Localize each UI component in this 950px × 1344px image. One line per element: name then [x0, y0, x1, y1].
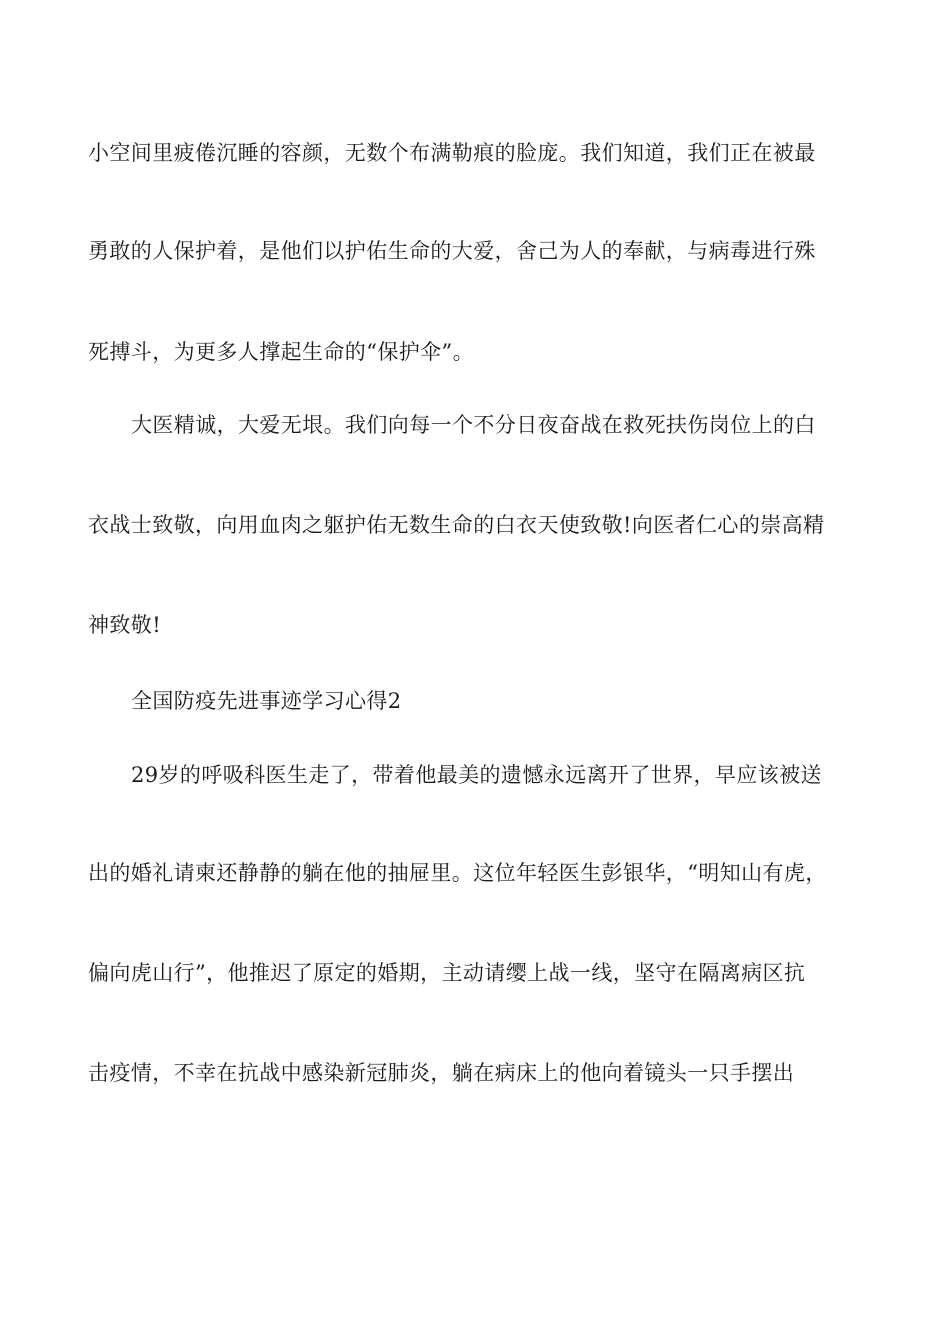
section-heading: 全国防疫先进事迹学习心得2 — [131, 689, 402, 713]
paragraph-line: 小空间里疲倦沉睡的容颜，无数个布满勒痕的脸庞。我们知道，我们正在被最 — [88, 141, 816, 165]
paragraph-line: 出的婚礼请柬还静静的躺在他的抽屉里。这位年轻医生彭银华，“明知山有虎， — [88, 861, 827, 885]
paragraph-line: 死搏斗，为更多人撑起生命的“保护伞”。 — [88, 340, 475, 364]
paragraph-line: 神致敬! — [88, 613, 162, 637]
paragraph-line: 偏向虎山行”，他推迟了原定的婚期，主动请缨上战一线，坚守在隔离病区抗 — [88, 961, 806, 985]
paragraph-line: 击疫情，不幸在抗战中感染新冠肺炎，躺在病床上的他向着镜头一只手摆出 — [88, 1061, 795, 1085]
paragraph-line: 大医精诚，大爱无垠。我们向每一个不分日夜奋战在救死扶伤岗位上的白 — [131, 413, 816, 437]
paragraph-line: 勇敢的人保护着，是他们以护佑生命的大爱，舍己为人的奉献，与病毒进行殊 — [88, 239, 816, 263]
paragraph-line: 29岁的呼吸科医生走了，带着他最美的遗憾永远离开了世界，早应该被送 — [131, 763, 822, 787]
paragraph-line: 衣战士致敬，向用血肉之躯护佑无数生命的白衣天使致敬!向医者仁心的崇高精 — [88, 513, 825, 537]
